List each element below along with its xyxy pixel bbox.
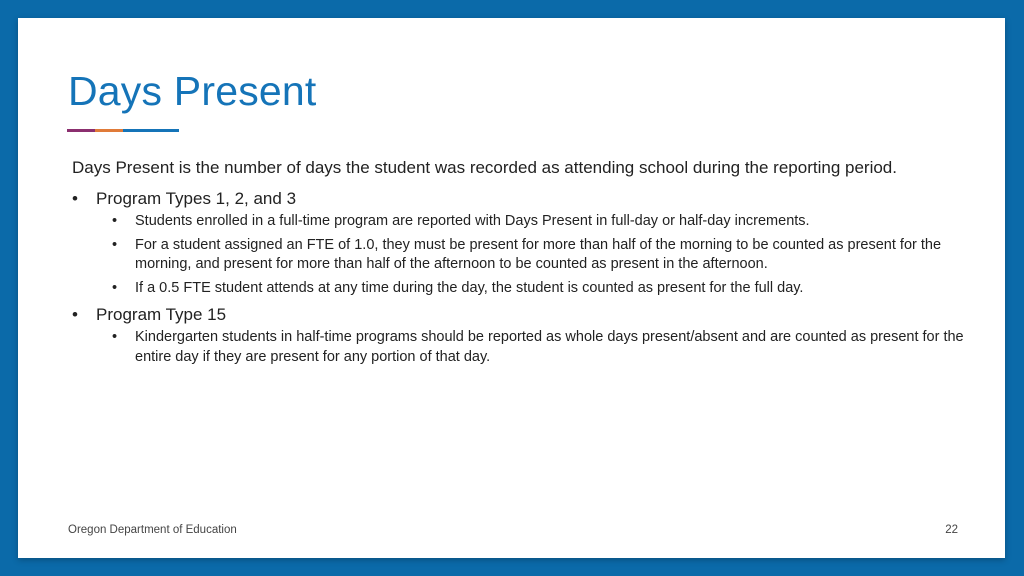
section-item (72, 304, 967, 367)
slide-body (72, 157, 967, 373)
list-item-text: Students enrolled in a full-time program are reported with Days Present in full-day or half-day increments. (135, 213, 810, 229)
section-item (72, 188, 967, 298)
sub-list (96, 328, 967, 367)
list-item (112, 328, 967, 367)
title-underline (67, 129, 179, 132)
list-item (112, 279, 967, 299)
bullet-icon: • (72, 305, 78, 324)
bullet-icon: • (112, 213, 118, 229)
slide-title: Days Present (68, 68, 317, 114)
underline-segment (95, 129, 123, 132)
list-item (112, 236, 967, 275)
bullet-icon: • (112, 279, 118, 296)
sub-list (96, 212, 967, 298)
list-item (112, 212, 967, 232)
footer-organization: Oregon Department of Education (68, 524, 237, 536)
section-heading: Program Type 15 (96, 305, 227, 324)
underline-segment (67, 129, 95, 132)
bullet-icon: • (72, 189, 78, 208)
list-item-text: Kindergarten students in half-time programs should be reported as whole days present/absent and are counted as present for the entire day if they are present for any portion of that day. (135, 329, 964, 365)
list-item-text: If a 0.5 FTE student attends at any time during the day, the student is counted as present for the full day. (135, 279, 804, 296)
underline-segment (123, 129, 151, 132)
section-list (72, 188, 967, 367)
section-heading: Program Types 1, 2, and 3 (96, 189, 297, 208)
underline-segment (151, 129, 179, 132)
slide (18, 18, 1005, 558)
list-item-text: For a student assigned an FTE of 1.0, they must be present for more than half of the morning to be counted as present for the morning, and present for more than half of the afternoon to be counted as present in the afternoon. (135, 236, 942, 272)
bullet-icon: • (112, 236, 118, 253)
bullet-icon: • (112, 329, 118, 345)
footer-page-number: 22 (945, 524, 958, 536)
intro-paragraph: Days Present is the number of days the student was recorded as attending school during the reporting period. (72, 158, 897, 177)
